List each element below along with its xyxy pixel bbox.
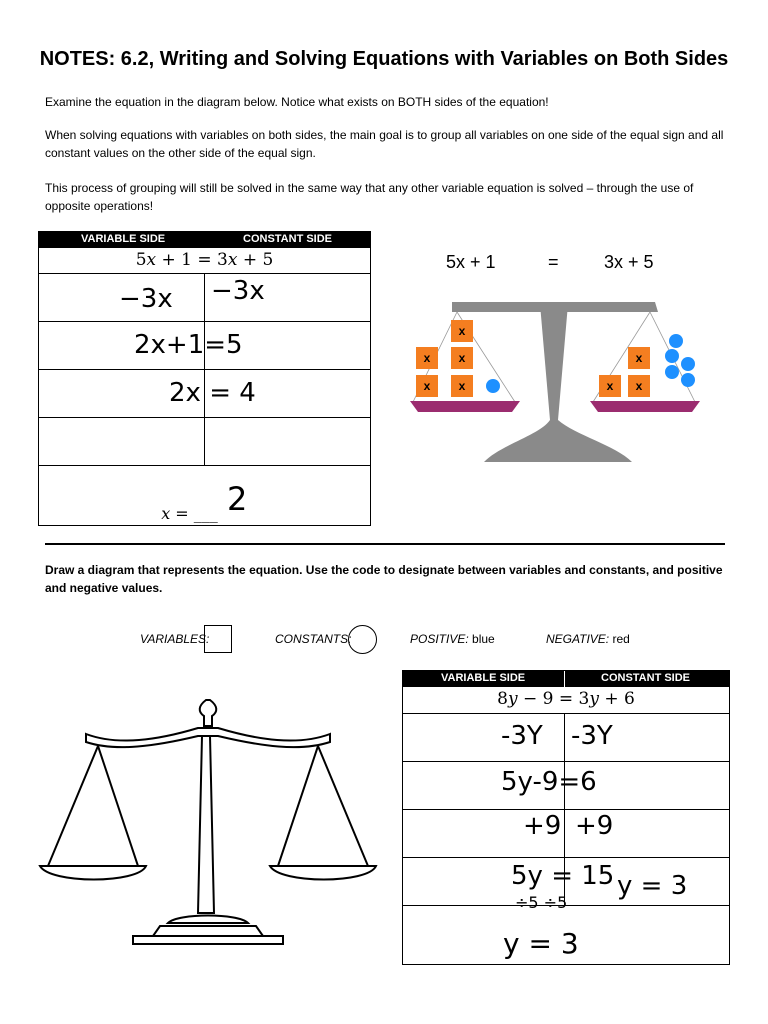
left-expression: 5x + 1	[446, 252, 496, 272]
variable-box-label: x	[458, 351, 466, 365]
variable-box-label: x	[635, 379, 643, 393]
constant-dot	[681, 373, 695, 387]
answer-label: 𝑥 = ___	[161, 504, 218, 523]
intro-paragraph: Examine the equation in the diagram below. Notice what exists on BOTH sides of the equation!	[45, 95, 549, 109]
variable-box-label: x	[458, 324, 466, 338]
handwritten-answer: 2	[227, 480, 248, 518]
handwritten-step-right: −3x	[211, 276, 265, 306]
constant-dot	[665, 349, 679, 363]
constant-dot	[486, 379, 500, 393]
negative-value: red	[612, 632, 630, 646]
square-symbol	[204, 625, 232, 653]
handwritten-step-left-2: -3Y	[501, 721, 543, 751]
handwritten-add-right: +9	[575, 811, 614, 841]
variable-side-header: VARIABLE SIDE	[81, 233, 166, 245]
goal-paragraph: When solving equations with variables on both sides, the main goal is to group all variables on one side of the equal sign and all constant values on the other side of the equal sign.	[45, 128, 724, 160]
negative-legend	[546, 632, 630, 646]
page-title: NOTES: 6.2, Writing and Solving Equations with Variables on Both Sides	[39, 48, 729, 70]
equation-row: 5𝑥 + 1 = 3𝑥 + 5	[135, 250, 274, 270]
constant-side-header: CONSTANT SIDE	[243, 233, 333, 245]
variable-side-header-2: VARIABLE SIDE	[441, 672, 526, 684]
positive-value: blue	[472, 632, 495, 646]
variable-box-label: x	[635, 351, 643, 365]
variable-box-label: x	[606, 379, 614, 393]
variables-legend	[140, 632, 209, 646]
constants-legend-label: CONSTANTS:	[275, 632, 352, 646]
blank-balance-scale	[38, 688, 378, 953]
handwritten-step-3: 2x = 4	[169, 378, 256, 408]
handwritten-step-left: −3x	[119, 284, 173, 314]
balance-scale-diagram	[400, 240, 740, 470]
constants-legend	[275, 632, 351, 646]
right-pan	[590, 401, 700, 412]
positive-legend	[410, 632, 495, 646]
diagram-instruction: Draw a diagram that represents the equation. Use the code to designate between variables and constants, and positive and negative values.	[45, 563, 723, 595]
table-header-2	[403, 671, 729, 687]
solving-table-1	[38, 231, 371, 526]
handwritten-divide: ÷5 ÷5	[515, 893, 568, 912]
left-pan	[410, 401, 520, 412]
equation-row-2: 8𝑦 − 9 = 3𝑦 + 6	[497, 689, 635, 709]
table-header	[39, 232, 370, 248]
process-paragraph: This process of grouping will still be solved in the same way that any other variable equation is solved – through the use of opposite operations!	[45, 181, 694, 213]
handwritten-step-2: 2x+1=5	[134, 330, 243, 360]
constant-dot	[669, 334, 683, 348]
variables-legend-label: VARIABLES:	[140, 632, 210, 646]
section-divider	[45, 543, 725, 545]
constant-side-header-2: CONSTANT SIDE	[601, 672, 691, 684]
handwritten-add-left: +9	[523, 811, 562, 841]
variable-box-label: x	[458, 379, 466, 393]
negative-label: NEGATIVE:	[546, 632, 610, 646]
right-expression: 3x + 5	[604, 252, 654, 272]
handwritten-step-2b: 5y-9=6	[501, 767, 597, 797]
variable-box-label: x	[423, 379, 431, 393]
variable-box-label: x	[423, 351, 431, 365]
handwritten-step-right-2: -3Y	[571, 721, 613, 751]
equals-sign: =	[548, 252, 559, 272]
solving-table-2	[402, 670, 730, 965]
positive-label: POSITIVE:	[410, 632, 469, 646]
handwritten-step-4: 5y = 15	[511, 861, 615, 891]
constant-dot	[665, 365, 679, 379]
constant-dot	[681, 357, 695, 371]
handwritten-answer-2: y = 3	[503, 927, 579, 960]
handwritten-step-4b: y = 3	[617, 871, 688, 901]
circle-symbol	[348, 625, 377, 654]
